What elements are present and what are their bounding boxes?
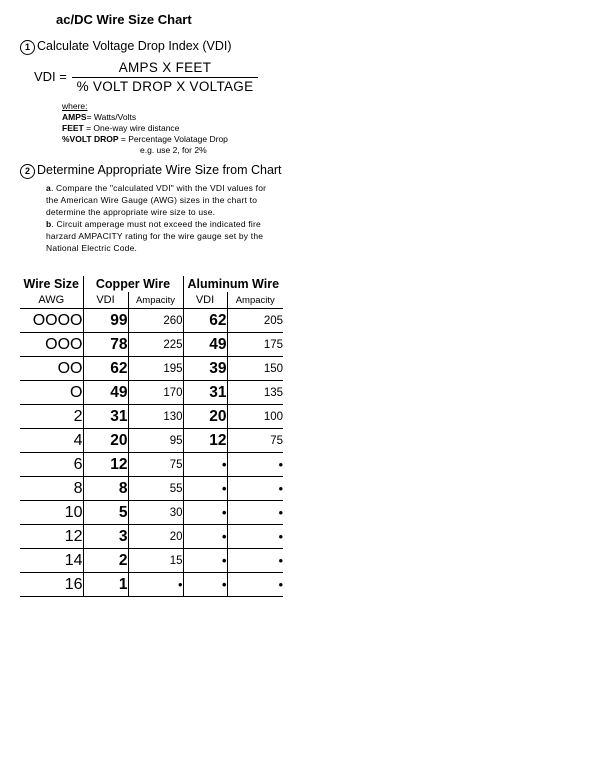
- header-wire-size: Wire Size: [23, 277, 79, 291]
- note-b-label: b: [46, 219, 52, 229]
- formula-numerator: AMPS X FEET: [118, 60, 212, 75]
- definition-volt-drop: [62, 134, 228, 145]
- cell-copper-vdi: 99: [83, 309, 128, 333]
- cell-aluminum-vdi: 62: [183, 309, 227, 333]
- term: FEET: [62, 123, 84, 133]
- cell-aluminum-ampacity: 150: [227, 357, 283, 381]
- cell-copper-ampacity: •: [128, 573, 183, 597]
- table-body: [20, 309, 283, 597]
- cell-aluminum-vdi: 31: [183, 381, 227, 405]
- cell-copper-ampacity: 75: [128, 453, 183, 477]
- cell-copper-ampacity: 130: [128, 405, 183, 429]
- note-b: [46, 218, 268, 254]
- term: %VOLT DROP: [62, 134, 119, 144]
- example-note: e.g. use 2, for 2%: [140, 145, 207, 155]
- subheader-copper-ampacity: Ampacity: [128, 292, 183, 309]
- cell-aluminum-ampacity: 205: [227, 309, 283, 333]
- formula-lhs: VDI =: [34, 69, 67, 84]
- cell-aluminum-ampacity: •: [227, 573, 283, 597]
- term-desc: = Percentage Volatage Drop: [118, 134, 228, 144]
- where-heading: where:: [62, 101, 88, 111]
- subheader-awg: AWG: [20, 292, 83, 309]
- cell-copper-ampacity: 15: [128, 549, 183, 573]
- cell-copper-ampacity: 20: [128, 525, 183, 549]
- cell-aluminum-vdi: 20: [183, 405, 227, 429]
- table-row: [20, 429, 283, 453]
- cell-aluminum-ampacity: •: [227, 549, 283, 573]
- definition-amps: [62, 112, 228, 123]
- subheader-aluminum-vdi: VDI: [183, 292, 227, 309]
- cell-aluminum-vdi: 39: [183, 357, 227, 381]
- table-row: [20, 573, 283, 597]
- cell-awg: 2: [20, 405, 83, 429]
- cell-copper-vdi: 78: [83, 333, 128, 357]
- step-1-heading: [20, 39, 232, 55]
- table-row: [20, 549, 283, 573]
- cell-copper-vdi: 62: [83, 357, 128, 381]
- cell-awg: 4: [20, 429, 83, 453]
- step-2-label: Determine Appropriate Wire Size from Chart: [37, 163, 282, 177]
- cell-aluminum-vdi: •: [183, 549, 227, 573]
- note-a-label: a: [46, 183, 51, 193]
- cell-copper-vdi: 49: [83, 381, 128, 405]
- cell-copper-ampacity: 170: [128, 381, 183, 405]
- header-aluminum-wire: Aluminum Wire: [183, 276, 283, 292]
- cell-awg: 6: [20, 453, 83, 477]
- cell-aluminum-vdi: •: [183, 477, 227, 501]
- cell-awg: OOOO: [20, 309, 83, 333]
- cell-aluminum-vdi: •: [183, 573, 227, 597]
- cell-copper-ampacity: 95: [128, 429, 183, 453]
- table-row: [20, 477, 283, 501]
- term-desc: = Watts/Volts: [86, 112, 137, 122]
- header-copper-wire: Copper Wire: [83, 276, 183, 292]
- wire-size-table: [20, 276, 283, 597]
- table-header-row: [20, 276, 283, 292]
- cell-copper-ampacity: 55: [128, 477, 183, 501]
- step-2-notes: [46, 182, 268, 254]
- cell-awg: 16: [20, 573, 83, 597]
- cell-aluminum-ampacity: •: [227, 501, 283, 525]
- cell-awg: O: [20, 381, 83, 405]
- cell-copper-vdi: 3: [83, 525, 128, 549]
- cell-aluminum-vdi: •: [183, 453, 227, 477]
- cell-awg: 8: [20, 477, 83, 501]
- cell-aluminum-vdi: •: [183, 501, 227, 525]
- subheader-copper-vdi: VDI: [83, 292, 128, 309]
- cell-copper-vdi: 1: [83, 573, 128, 597]
- cell-aluminum-ampacity: 135: [227, 381, 283, 405]
- cell-aluminum-ampacity: 175: [227, 333, 283, 357]
- cell-aluminum-ampacity: •: [227, 525, 283, 549]
- note-b-text: . Circuit amperage must not exceed the indicated fire harzard AMPACITY rating for the wire gauge set by the National Electric Code.: [46, 219, 264, 253]
- note-a: [46, 182, 268, 218]
- fraction-bar: [72, 77, 258, 78]
- cell-awg: OO: [20, 357, 83, 381]
- term: AMPS: [62, 112, 87, 122]
- cell-copper-ampacity: 225: [128, 333, 183, 357]
- note-a-text: . Compare the "calculated VDI" with the VDI values for the American Wire Gauge (AWG) sizes in the chart to determine the appropriate wire size to use.: [46, 183, 267, 217]
- table-row: [20, 381, 283, 405]
- cell-aluminum-ampacity: •: [227, 477, 283, 501]
- cell-aluminum-ampacity: 100: [227, 405, 283, 429]
- cell-copper-vdi: 12: [83, 453, 128, 477]
- step-1-number-badge: 1: [20, 40, 35, 55]
- cell-copper-vdi: 20: [83, 429, 128, 453]
- formula-denominator: % VOLT DROP X VOLTAGE: [76, 79, 254, 94]
- formula-definitions: [62, 101, 228, 156]
- cell-copper-ampacity: 195: [128, 357, 183, 381]
- table-row: [20, 453, 283, 477]
- cell-copper-vdi: 2: [83, 549, 128, 573]
- cell-aluminum-vdi: 49: [183, 333, 227, 357]
- cell-aluminum-ampacity: 75: [227, 429, 283, 453]
- step-2-heading: [20, 163, 282, 179]
- term-desc: = One-way wire distance: [83, 123, 180, 133]
- cell-aluminum-vdi: 12: [183, 429, 227, 453]
- cell-awg: OOO: [20, 333, 83, 357]
- table-row: [20, 501, 283, 525]
- step-2-number-badge: 2: [20, 164, 35, 179]
- cell-copper-ampacity: 260: [128, 309, 183, 333]
- cell-awg: 10: [20, 501, 83, 525]
- cell-copper-ampacity: 30: [128, 501, 183, 525]
- subheader-aluminum-ampacity: Ampacity: [227, 292, 283, 309]
- cell-awg: 14: [20, 549, 83, 573]
- table-row: [20, 525, 283, 549]
- definition-feet: [62, 123, 228, 134]
- cell-copper-vdi: 31: [83, 405, 128, 429]
- cell-aluminum-vdi: •: [183, 525, 227, 549]
- table-row: [20, 333, 283, 357]
- page-title: ac/DC Wire Size Chart: [56, 12, 192, 27]
- table-row: [20, 405, 283, 429]
- step-1-label: Calculate Voltage Drop Index (VDI): [37, 39, 232, 53]
- cell-copper-vdi: 5: [83, 501, 128, 525]
- table-row: [20, 357, 283, 381]
- table-row: [20, 309, 283, 333]
- cell-copper-vdi: 8: [83, 477, 128, 501]
- cell-aluminum-ampacity: •: [227, 453, 283, 477]
- cell-awg: 12: [20, 525, 83, 549]
- table-subheader-row: [20, 292, 283, 309]
